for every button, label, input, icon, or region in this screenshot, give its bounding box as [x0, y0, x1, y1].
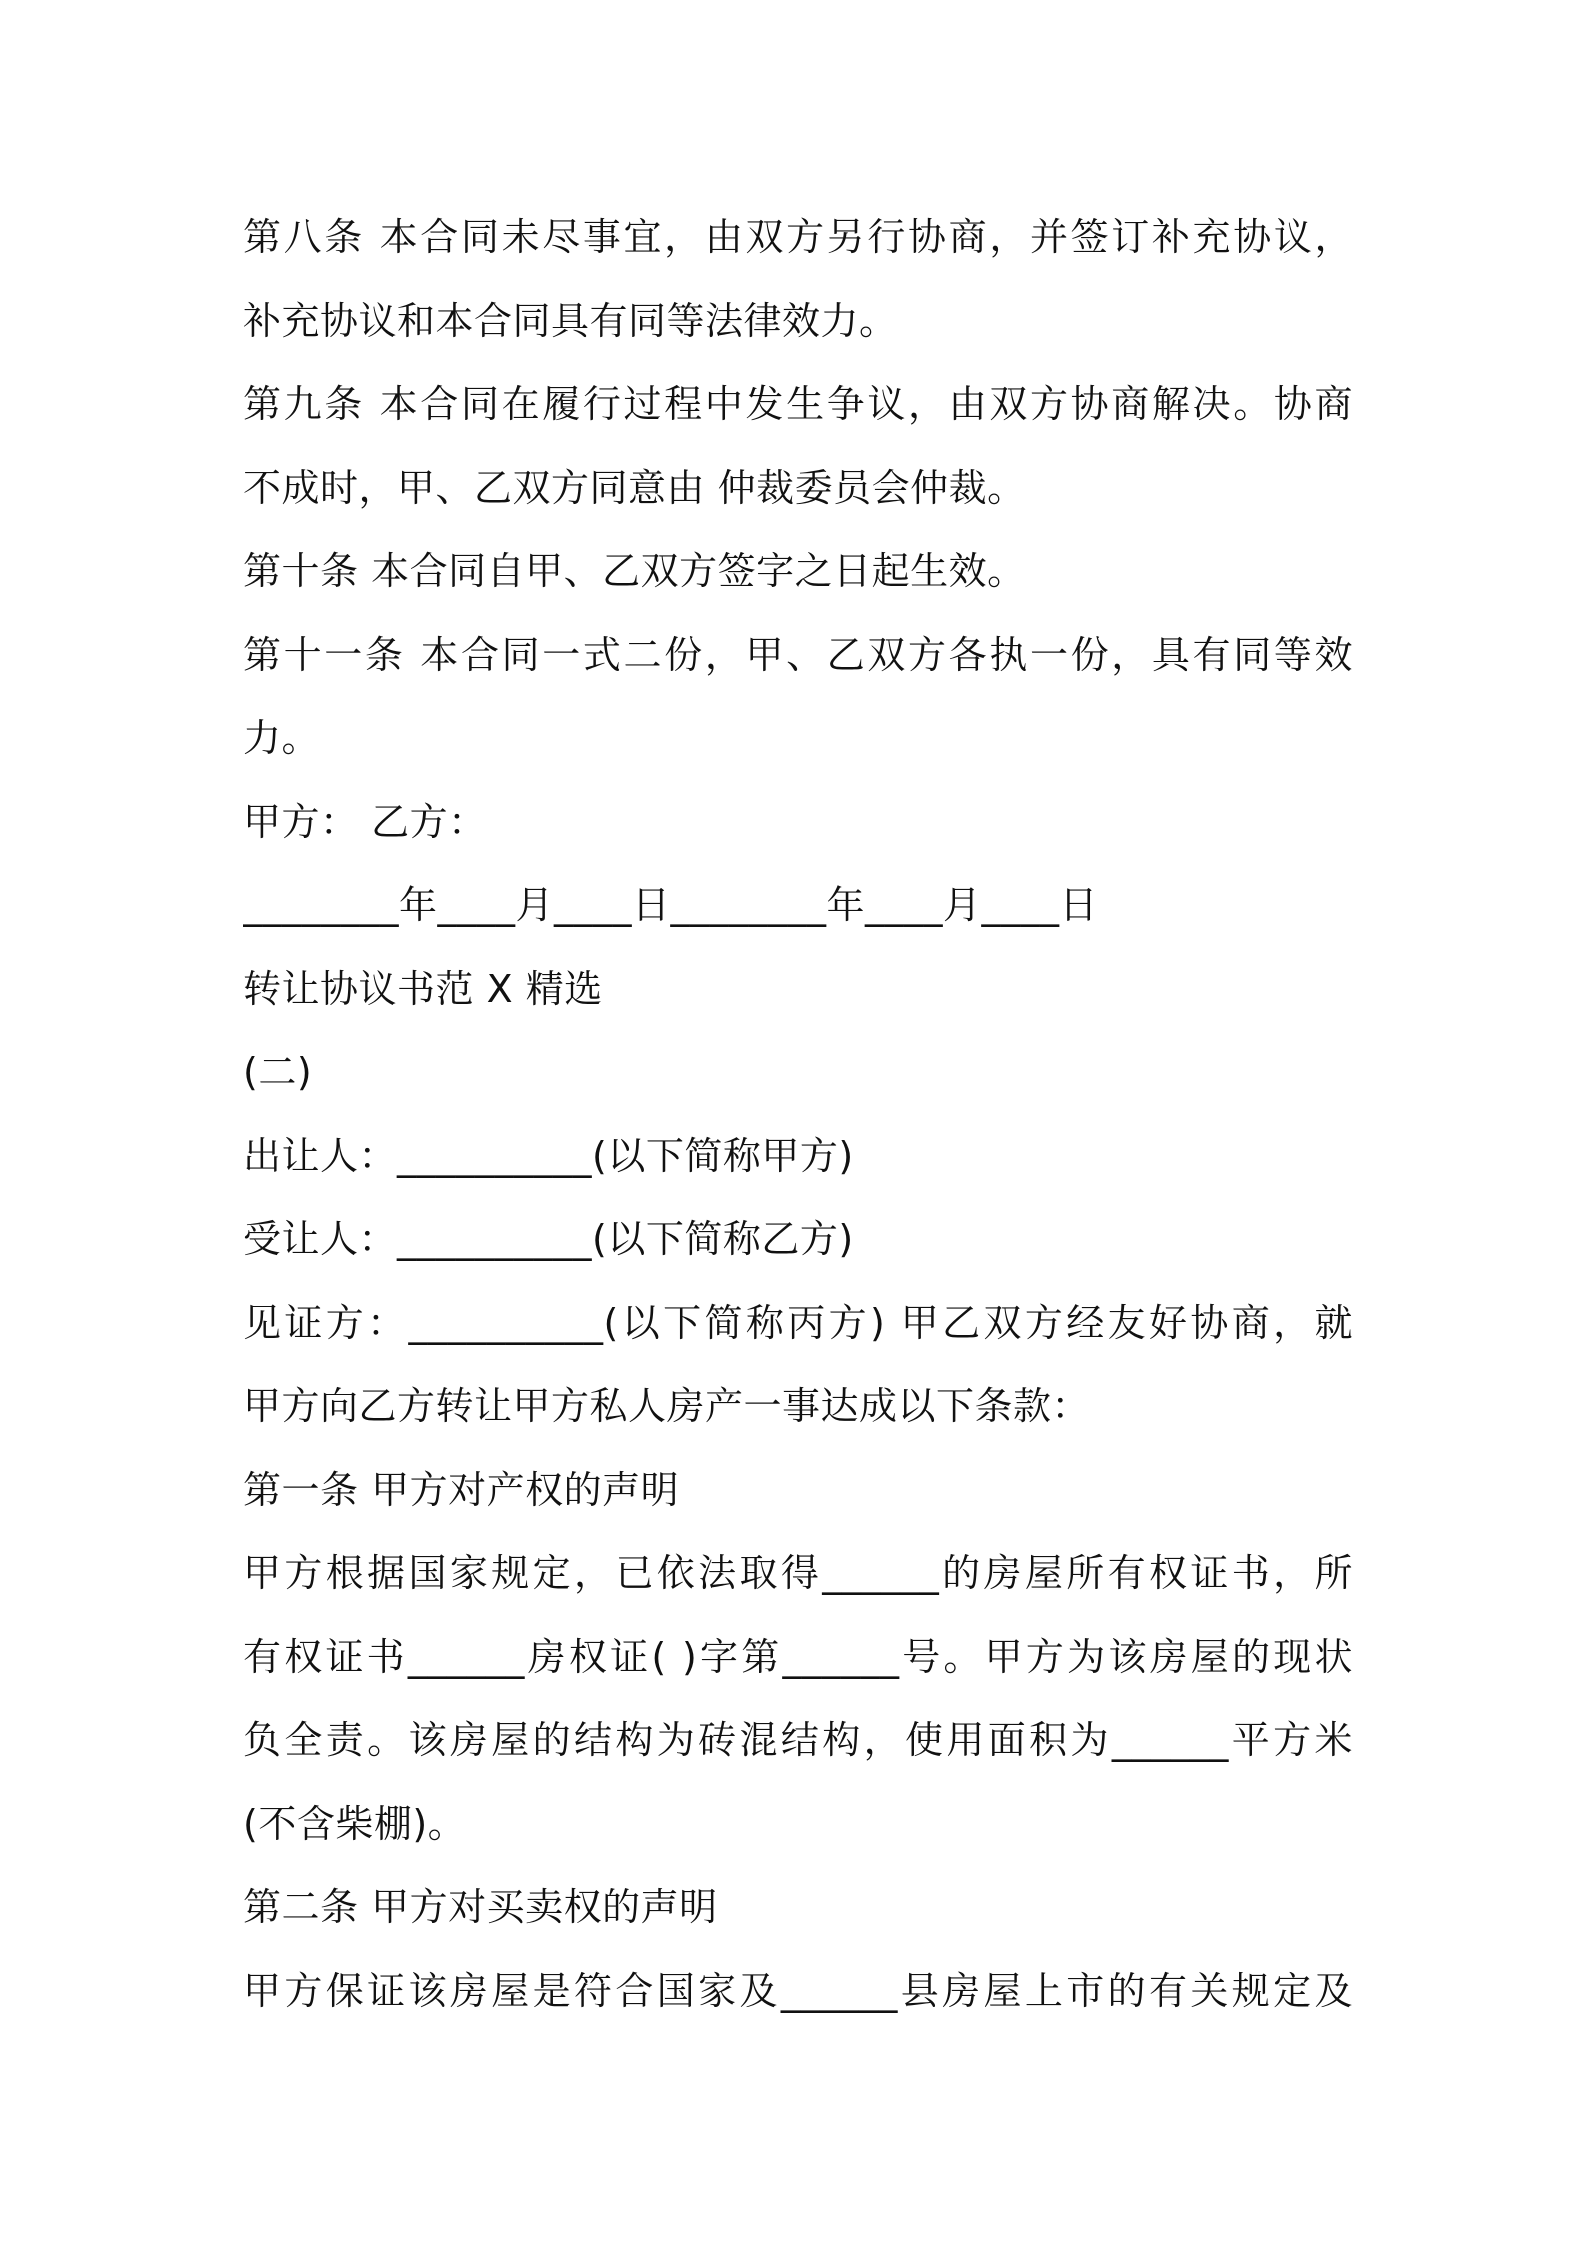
text-line-clause-2-a: 甲方保证该房屋是符合国家及______县房屋上市的有关规定及 [243, 1968, 1353, 2013]
text-line-clause-10: 第十条 本合同自甲、乙双方签字之日起生效。 [243, 549, 1026, 593]
text-line-clause-1-b: 有权证书______房权证( )字第______号。甲方为该房屋的现状 [243, 1634, 1353, 1679]
signature-parties: 甲方： 乙方： [243, 799, 487, 844]
text-line-clause-9-b: 不成时，甲、乙双方同意由 仲裁委员会仲裁。 [243, 465, 1026, 510]
text-line-clause-1-c: 负全责。该房屋的结构为砖混结构，使用面积为______平方米 [243, 1718, 1353, 1762]
text-line-clause-11-a: 第十一条 本合同一式二份，甲、乙双方各执一份，具有同等效 [243, 632, 1353, 677]
text-line-clause-1-d: (不含柴棚)。 [243, 1801, 467, 1846]
section-title: 转让协议书范 X 精选 [243, 966, 603, 1011]
party-transferor: 出让人：__________(以下简称甲方) [243, 1133, 854, 1178]
section-number: (二) [243, 1050, 313, 1094]
clause-2-heading: 第二条 甲方对买卖权的声明 [243, 1885, 718, 1929]
text-line-clause-11-b: 力。 [243, 716, 321, 760]
text-line-preamble: 甲方向乙方转让甲方私人房产一事达成以下条款： [243, 1384, 1091, 1428]
text-line-clause-8-a: 第八条 本合同未尽事宜，由双方另行协商，并签订补充协议， [243, 215, 1353, 259]
text-line-clause-1-a: 甲方根据国家规定，已依法取得______的房屋所有权证书，所 [243, 1551, 1353, 1595]
party-witness: 见证方：__________(以下简称丙方) 甲乙双方经友好协商，就 [243, 1300, 1353, 1345]
document-body [243, 196, 1353, 2033]
party-transferee: 受让人：__________(以下简称乙方) [243, 1217, 854, 1261]
signature-dates: ________年____月____日________年____月____日 [243, 883, 1099, 927]
text-line-clause-9-a: 第九条 本合同在履行过程中发生争议，由双方协商解决。协商 [243, 382, 1353, 426]
text-line-clause-8-b: 补充协议和本合同具有同等法律效力。 [243, 298, 898, 343]
clause-1-heading: 第一条 甲方对产权的声明 [243, 1467, 680, 1512]
